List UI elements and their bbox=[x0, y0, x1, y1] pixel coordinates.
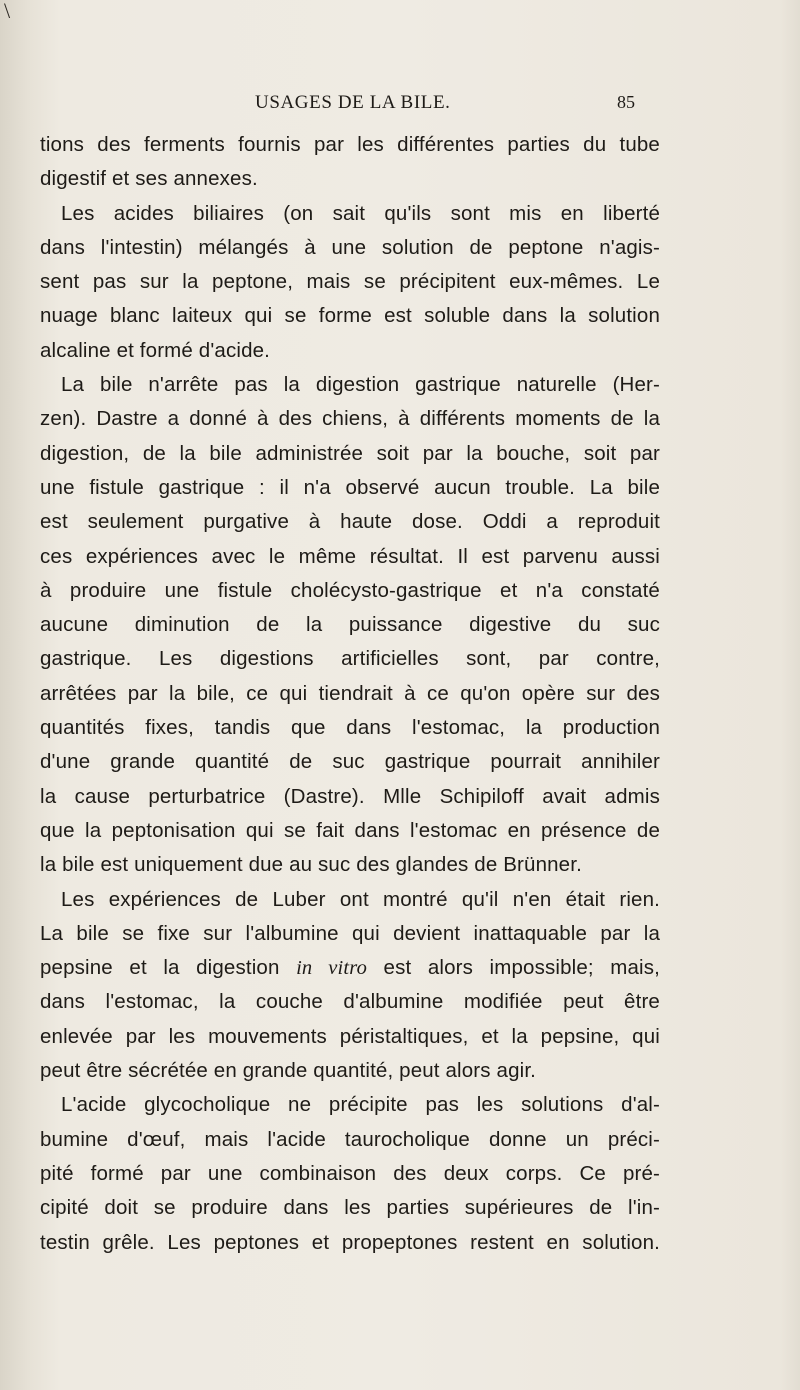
text-line: zen). Dastre a donné à des chiens, à différents moments de la bbox=[40, 407, 660, 431]
paragraph-first-line: L'acide glycocholique ne précipite pas les solutions d'al- bbox=[61, 1093, 660, 1117]
text-line: enlevée par les mouvements péristaltiques, et la pepsine, qui bbox=[40, 1024, 660, 1048]
text-segment: pepsine et la digestion bbox=[40, 956, 297, 980]
text-line: aucune diminution de la puissance digestive du suc bbox=[40, 613, 660, 637]
text-line: tions des ferments fournis par les différentes parties du tube bbox=[40, 133, 660, 156]
text-line: la cause perturbatrice (Dastre). Mlle Schipiloff avait admis bbox=[40, 784, 660, 808]
text-line-with-italic bbox=[40, 951, 660, 985]
text-line: d'une grande quantité de suc gastrique pourrait annihiler bbox=[40, 750, 660, 774]
text-line: pité formé par une combinaison des deux corps. Ce pré- bbox=[40, 1161, 660, 1185]
text-line: digestif et ses annexes. bbox=[40, 167, 258, 191]
text-line: alcaline et formé d'acide. bbox=[40, 338, 271, 362]
text-line: testin grêle. Les peptones et propeptones restent en solution. bbox=[40, 1230, 660, 1254]
text-line: peut être sécrétée en grande quantité, peut alors agir. bbox=[40, 1059, 537, 1083]
body-text bbox=[40, 128, 660, 1260]
text-line: la bile est uniquement due au suc des glandes de Brünner. bbox=[40, 853, 582, 877]
text-line: La bile se fixe sur l'albumine qui devient inattaquable par la bbox=[40, 921, 660, 945]
corner-mark: \ bbox=[4, 0, 11, 23]
paragraph-first-line: Les acides biliaires (on sait qu'ils sont mis en liberté bbox=[61, 201, 660, 225]
paragraph-first-line: La bile n'arrête pas la digestion gastrique naturelle (Her- bbox=[61, 373, 660, 397]
text-line: ces expériences avec le même résultat. Il est parvenu aussi bbox=[40, 544, 660, 568]
text-line: sent pas sur la peptone, mais se précipitent eux-mêmes. Le bbox=[40, 270, 660, 294]
running-head bbox=[0, 92, 800, 116]
text-line: est seulement purgative à haute dose. Oddi a reproduit bbox=[40, 510, 660, 534]
italic-term: in vitro bbox=[296, 957, 367, 980]
text-line: nuage blanc laiteux qui se forme est soluble dans la solution bbox=[40, 304, 660, 328]
text-line: bumine d'œuf, mais l'acide taurocholique donne un préci- bbox=[40, 1127, 660, 1151]
text-line: quantités fixes, tandis que dans l'estomac, la production bbox=[40, 716, 660, 740]
text-line: cipité doit se produire dans les parties supérieures de l'in- bbox=[40, 1196, 660, 1220]
text-line: une fistule gastrique : il n'a observé aucun trouble. La bile bbox=[40, 475, 660, 499]
text-segment: est alors impossible; mais, bbox=[366, 956, 661, 980]
running-title: USAGES DE LA BILE. bbox=[255, 92, 451, 113]
text-line: dans l'intestin) mélangés à une solution de peptone n'agis- bbox=[40, 235, 660, 259]
text-line: à produire une fistule cholécysto-gastrique et n'a constaté bbox=[40, 578, 660, 602]
text-line: gastrique. Les digestions artificielles sont, par contre, bbox=[40, 647, 660, 671]
text-line: digestion, de la bile administrée soit par la bouche, soit par bbox=[40, 441, 660, 465]
text-line: dans l'estomac, la couche d'albumine modifiée peut être bbox=[40, 990, 660, 1014]
page-number: 85 bbox=[617, 92, 635, 112]
text-line: que la peptonisation qui se fait dans l'estomac en présence de bbox=[40, 818, 660, 842]
text-line: arrêtées par la bile, ce qui tiendrait à ce qu'on opère sur des bbox=[40, 681, 660, 705]
paragraph-first-line: Les expériences de Luber ont montré qu'il n'en était rien. bbox=[61, 887, 660, 911]
